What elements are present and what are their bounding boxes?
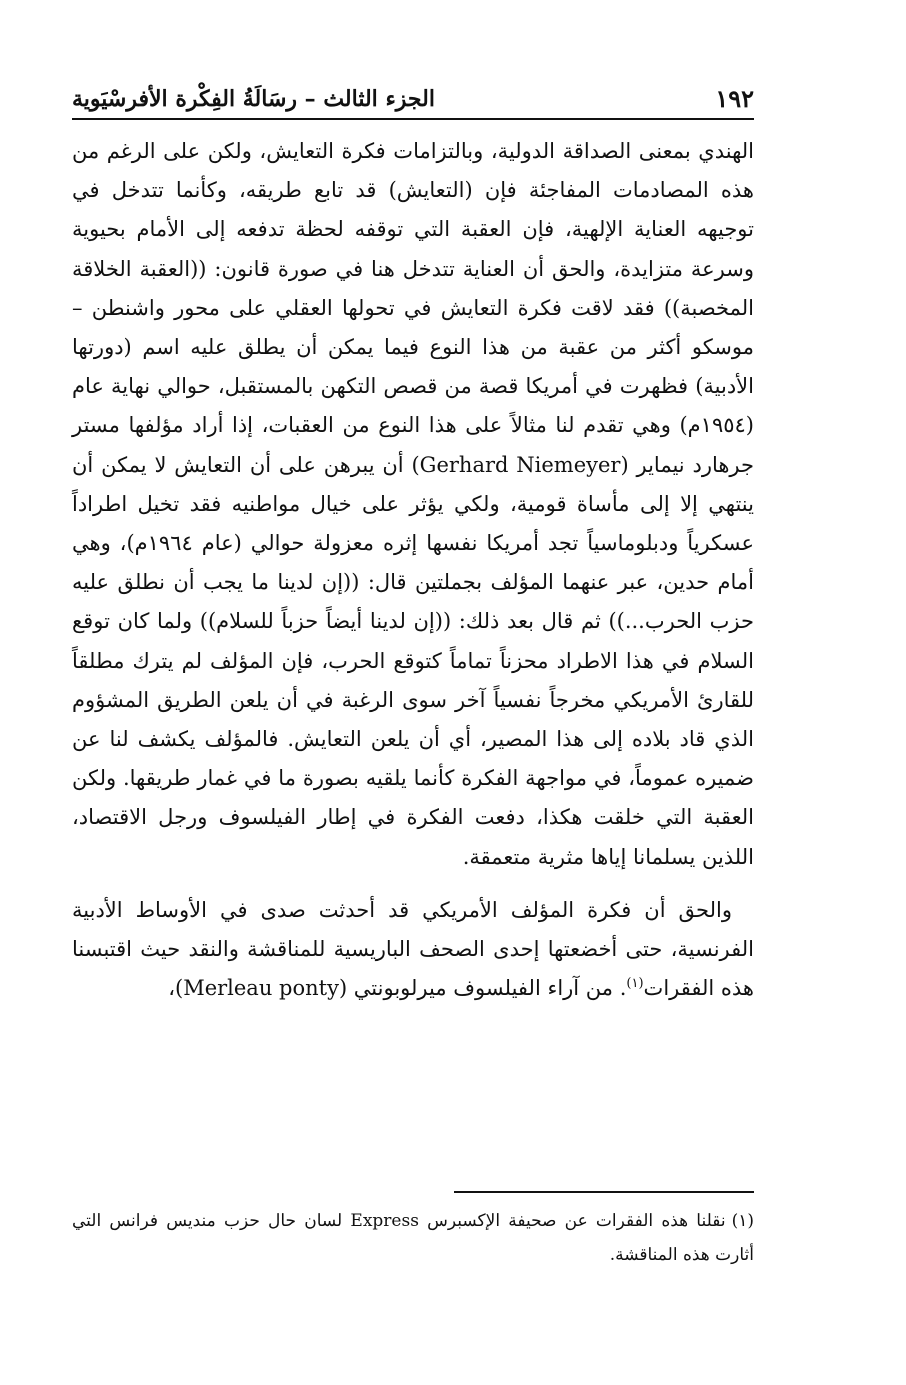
- footnote-divider: [454, 1191, 754, 1193]
- body-text: [72, 132, 754, 1008]
- running-title: الجزء الثالث – رسَالَةُ الفِكْرة الأفرسْيَوية: [72, 86, 435, 112]
- paragraph-2: [72, 891, 754, 1009]
- footnote: [72, 1204, 754, 1272]
- paragraph-1: الهندي بمعنى الصداقة الدولية، وبالتزامات فكرة التعايش، ولكن على الرغم من هذه المصادمات المفاجئة فإن (التعايش) قد تابع طريقه، وكأنما تتدخل في توجيهه العناية الإلهية، فإن العقبة التي توقفه لحظة تدفعه إلى الأمام بحيوية وسرعة متزايدة، والحق أن العناية تتدخل هنا في صورة قانون: ((العقبة الخلاقة المخصبة)) فقد لاقت فكرة التعايش في تحولها العقلي على محور واشنطن – موسكو أكثر من عقبة من هذا النوع فيما يمكن أن يطلق عليه اسم (دورتها الأدبية) فظهرت في أمريكا قصة من قصص التكهن بالمستقبل، حوالي نهاية عام (١٩٥٤م) وهي تقدم لنا مثالاً على هذا النوع من العقبات، إذا أراد مؤلفها مستر جرهارد نيماير (Gerhard Niemeyer) أن يبرهن على أن التعايش لا يمكن أن ينتهي إلا إلى مأساة قومية، ولكي يؤثر على خيال مواطنيه فقد تخيل اطراداً عسكرياً ودبلوماسياً تجد أمريكا نفسها إثره معزولة حوالي (عام ١٩٦٤م)، وهي أمام حدين، عبر عنهما المؤلف بجملتين قال: ((إن لدينا ما يجب أن نطلق عليه حزب الحرب...)) ثم قال بعد ذلك: ((إن لدينا أيضاً حزباً للسلام)) ولما كان توقع السلام في هذا الاطراد محزناً تماماً كتوقع الحرب، فإن المؤلف لم يترك مطلقاً للقارئ الأمريكي مخرجاً نفسياً آخر سوى الرغبة في أن يلعن الطريق المشؤوم الذي قاد بلاده إلى هذا المصير، أي أن يلعن التعايش. فالمؤلف يكشف لنا عن ضميره عموماً، في مواجهة الفكرة كأنما يلقيه بصورة ما في غمار طريقها. ولكن العقبة التي خلقت هكذا، دفعت الفكرة في إطار الفيلسوف ورجل الاقتصاد، اللذين يسلمانا إياها مثرية متعمقة.: [72, 139, 755, 869]
- paragraph-2-text-start: والحق أن فكرة المؤلف الأمريكي قد أحدثت صدى في الأوساط الأدبية الفرنسية، حتى أخضعتها إحدى الصحف الباريسية للمناقشة والنقد حيث اقتبسنا هذه الفقرات: [72, 897, 755, 1001]
- footnote-number: (١): [731, 1211, 754, 1231]
- footnote-text: نقلنا هذه الفقرات عن صحيفة الإكسبرس Express لسان حال حزب منديس فرانس التي أثارت هذه المناقشة.: [72, 1211, 754, 1265]
- paragraph-2-text-end: . من آراء الفيلسوف ميرلوبونتي (Merleau ponty)،: [168, 976, 627, 1001]
- book-page: [72, 78, 754, 1318]
- page-number: ١٩٢: [715, 84, 754, 113]
- running-header: [72, 78, 754, 120]
- footnote-reference-mark: (١): [626, 976, 644, 992]
